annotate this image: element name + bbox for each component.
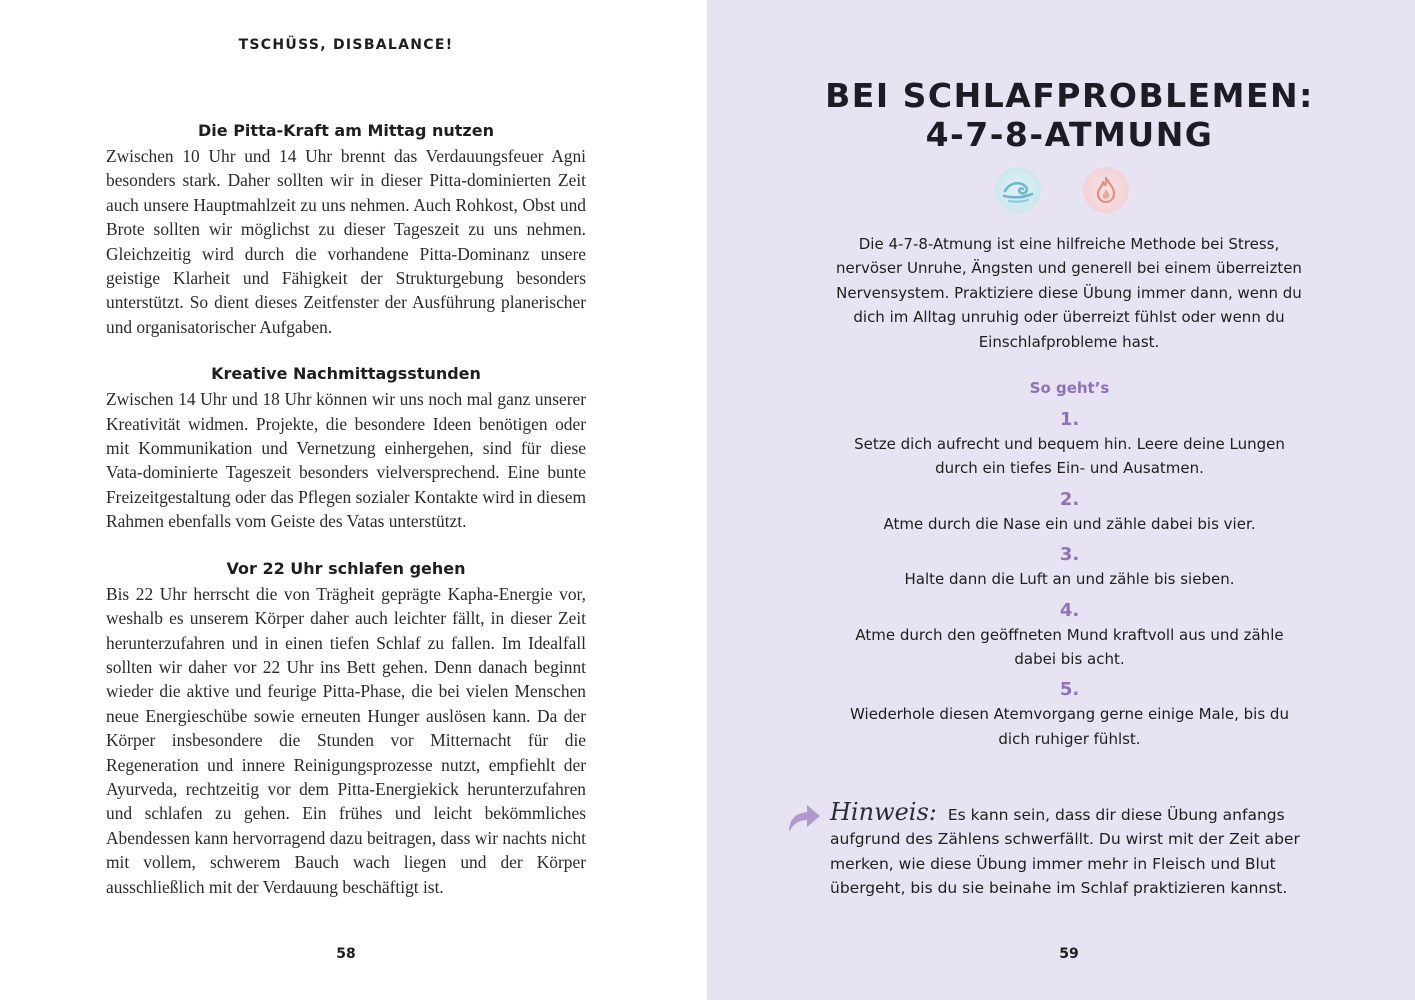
section-heading-afternoon: Kreative Nachmittagsstunden [211, 364, 481, 384]
step-item [707, 543, 1415, 591]
fire-dosha-icon [1083, 167, 1129, 213]
step-text: Wiederhole diesen Atemvorgang gerne einige Male, bis du dich ruhiger fühlst. [850, 705, 1289, 748]
page-title-line-2: 4-7-8-ATMUNG [925, 115, 1214, 154]
step-number: 5. [1059, 679, 1080, 701]
step-item [707, 488, 1415, 536]
step-text: Setze dich aufrecht und bequem hin. Leere deine Lungen durch ein tiefes Ein- und Ausatmen. [854, 435, 1285, 478]
step-text: Atme durch die Nase ein und zähle dabei bis vier. [883, 514, 1256, 533]
section-text-sleep: Bis 22 Uhr herrscht die von Trägheit geprägte Kapha-Energie vor, weshalb es unserem Körper daher auch leichter fällt, in dieser Zeit herunterzufahren und in einen tiefen Schlaf zu fallen. Im Idealfall sollten wir daher vor 22 Uhr ins Bett gehen. Denn danach beginnt wieder die aktive und feurige Pitta-Phase, die bei vielen Menschen neue Energieschübe sowie erneuten Hunger auslösen kann. Da der Körper insbesondere die Stunden vor Mitternacht für die Regeneration und innere Reinigungsprozesse nutzt, empfiehlt der Ayurveda, rechtzeitig vor dem Pitta-Energiekick herunterzufahren und schlafen zu gehen. Ein frühes und leicht bekömmliches Abendessen kann hervorragend dazu beitragen, dass wir nachts nicht mit vollem, schwerem Bauch wach liegen und der Körper ausschließlich mit der Verdauung beschäftigt ist. [106, 583, 586, 897]
section-heading-sleep: Vor 22 Uhr schlafen gehen [226, 558, 466, 578]
step-number: 3. [1059, 544, 1080, 566]
step-item [707, 408, 1415, 481]
step-number: 2. [1059, 488, 1080, 510]
hint-paragraph [830, 800, 1310, 901]
section-heading-pitta: Die Pitta-Kraft am Mittag nutzen [198, 121, 494, 140]
step-number: 1. [1059, 409, 1080, 430]
intro-text: Die 4-7-8-Atmung ist eine hilfreiche Methode bei Stress, nervöser Unruhe, Ängsten und generell bei einem überreizten Nervensystem. Praktiziere diese Übung immer dann, wenn du dich im Alltag unruhig oder überreizt fühlst oder wenn du Einschlafprobleme hast. [836, 235, 1302, 351]
step-item [707, 599, 1415, 672]
step-text: Atme durch den geöffneten Mund kraftvoll aus und zähle dabei bis acht. [855, 625, 1284, 669]
curved-arrow-icon [783, 796, 823, 836]
steps-list [707, 408, 1415, 758]
step-item [707, 678, 1415, 751]
section-text-afternoon: Zwischen 14 Uhr und 18 Uhr können wir uns noch mal ganz unserer Kreativität widmen. Projekte, die besondere Ideen benötigen oder mit Kommunikation und Vernetzung einhergehen, sind für diese Vata-dominierte Tageszeit besonders vielversprechend. Eine bunte Freizeitgestaltung oder das Pflegen sozialer Kontakte wird in diesem Rahmen ebenfalls vom Geiste des Vatas unterstützt. [106, 389, 586, 532]
hint-label: Hinweis: [830, 798, 937, 826]
hint-text: Es kann sein, dass dir diese Übung anfangs aufgrund des Zählens schwerfällt. Du wirst mit der Zeit aber merken, wie diese Übung immer mehr in Fleisch und Blut übergeht, bis du sie beinahe im Schlaf praktizieren kannst. [830, 806, 1300, 898]
page-number-right: 59 [1059, 946, 1079, 962]
page-title [707, 76, 1415, 154]
air-dosha-icon [995, 167, 1041, 213]
page-title-line-1: BEI SCHLAFPROBLEMEN: [825, 76, 1314, 115]
step-text: Halte dann die Luft an und zähle bis sieben. [904, 570, 1235, 589]
left-page [0, 0, 707, 1000]
section-text-pitta: Zwischen 10 Uhr und 14 Uhr brennt das Verdauungsfeuer Agni besonders stark. Daher sollten wir in dieser Pitta-dominierten Zeit auch unsere Hauptmahlzeit zu uns nehmen. Auch Rohkost, Obst und Brote sollten wir möglichst zu dieser Tageszeit zu uns nehmen. Gleichzeitig wird durch die vorhandene Pitta-Dominanz unsere geistige Klarheit und Fähigkeit der Strukturgebung besonders unterstützt. So dient dieses Zeitfenster der Ausführung planerischer und organisatorischer Aufgaben. [106, 146, 586, 337]
right-page [707, 0, 1415, 1000]
howto-label: So geht’s [1029, 379, 1110, 397]
left-page-body [106, 118, 586, 899]
page-number-left: 58 [336, 946, 356, 962]
dosha-icons [995, 167, 1145, 213]
step-number: 4. [1059, 599, 1080, 621]
running-head: TSCHÜSS, DISBALANCE! [238, 37, 454, 53]
